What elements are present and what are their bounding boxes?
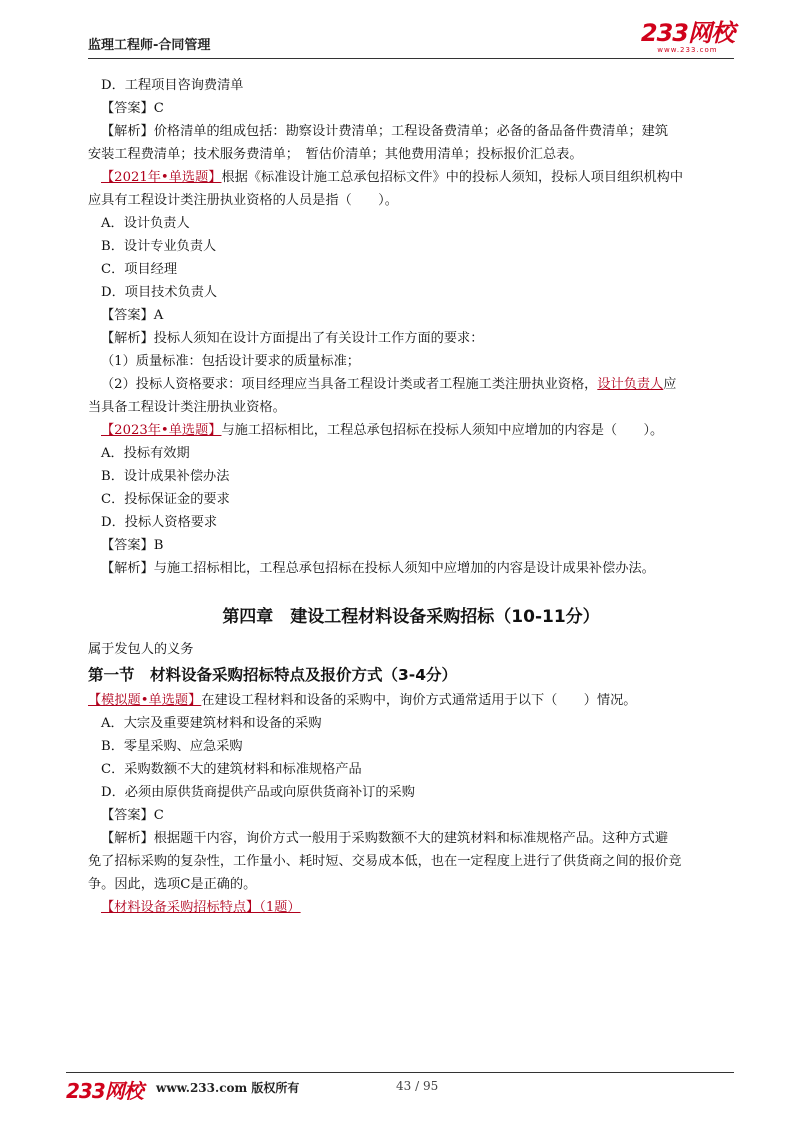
text-line xyxy=(88,97,734,120)
page-header-title: 监理工程师-合同管理 xyxy=(88,38,211,53)
text-span: 应 xyxy=(663,377,677,392)
text-span: 争。因此，选项C是正确的。 xyxy=(88,877,257,892)
text-span: D．投标人资格要求 xyxy=(101,515,218,530)
logo-url: www.233.com xyxy=(657,46,718,54)
text-span: 【答案】B xyxy=(101,538,164,553)
text-line xyxy=(88,166,734,189)
text-span: A．设计负责人 xyxy=(101,216,190,231)
text-line xyxy=(88,396,734,419)
text-line xyxy=(88,373,734,396)
text-span: B．设计成果补偿办法 xyxy=(101,469,230,484)
text-span: 【解析】根据题干内容，询价方式一般用于采购数额不大的建筑材料和标准规格产品。这种方式避 xyxy=(101,831,669,846)
text-span: 安装工程费清单；技术服务费清单； 暂估价清单；其他费用清单；投标报价汇总表。 xyxy=(88,147,583,162)
highlight-tag: 【2021年•单选题】 xyxy=(101,170,222,185)
text-line xyxy=(88,235,734,258)
text-span: D．工程项目咨询费清单 xyxy=(101,78,244,93)
text-span: A．大宗及重要建筑材料和设备的采购 xyxy=(101,716,322,731)
text-line xyxy=(88,511,734,534)
text-span: 第四章 建设工程材料设备采购招标（10-11分） xyxy=(222,607,600,627)
text-span: 【解析】与施工招标相比，工程总承包招标在投标人须知中应增加的内容是设计成果补偿办法。 xyxy=(101,561,655,576)
brand-logo[interactable] xyxy=(641,20,734,54)
text-span: （2）投标人资格要求：项目经理应当具备工程设计类或者工程施工类注册执业资格， xyxy=(101,377,598,392)
text-line xyxy=(88,758,734,781)
text-span: 属于发包人的义务 xyxy=(88,642,194,657)
text-span: 当具备工程设计类注册执业资格。 xyxy=(88,400,286,415)
footer-logo[interactable]: 233网校 xyxy=(66,1079,143,1103)
text-span: 【解析】投标人须知在设计方面提出了有关设计工作方面的要求： xyxy=(101,331,484,346)
text-span: D．项目技术负责人 xyxy=(101,285,218,300)
text-span: 【答案】A xyxy=(101,308,164,323)
text-span: 应具有工程设计类注册执业资格的人员是指（ ）。 xyxy=(88,193,398,208)
text-line xyxy=(88,143,734,166)
logo-text: 233网校 xyxy=(640,19,734,47)
text-line xyxy=(88,781,734,804)
text-line xyxy=(88,258,734,281)
text-line xyxy=(88,873,734,896)
highlight-tag: 【模拟题•单选题】 xyxy=(88,693,202,708)
text-span: B．设计专业负责人 xyxy=(101,239,217,254)
text-line xyxy=(88,557,734,580)
footer-copyright: www.233.com 版权所有 xyxy=(156,1081,300,1095)
text-line xyxy=(88,120,734,143)
text-line xyxy=(88,712,734,735)
chapter-heading xyxy=(88,602,734,632)
text-line xyxy=(88,304,734,327)
text-line xyxy=(88,74,734,97)
text-span: 免了招标采购的复杂性，工作量小、耗时短、交易成本低，也在一定程度上进行了供货商之间的报价竞 xyxy=(88,854,682,869)
text-line xyxy=(88,638,734,661)
text-span: （1）质量标准：包括设计要求的质量标准； xyxy=(101,354,360,369)
highlight-tag: 设计负责人 xyxy=(597,377,664,392)
text-span: C．项目经理 xyxy=(101,262,178,277)
text-line xyxy=(88,488,734,511)
text-line xyxy=(88,735,734,758)
text-span: 根据《标准设计施工总承包招标文件》中的投标人须知，投标人项目组织机构中 xyxy=(221,170,684,185)
text-span: D．必须由原供货商提供产品或向原供货商补订的采购 xyxy=(101,785,415,800)
text-line xyxy=(88,804,734,827)
text-line xyxy=(88,896,734,919)
page-number: 43 / 95 xyxy=(396,1079,439,1093)
text-span: A．投标有效期 xyxy=(101,446,190,461)
text-line xyxy=(88,327,734,350)
text-span: 与施工招标相比，工程总承包招标在投标人须知中应增加的内容是（ ）。 xyxy=(221,423,664,438)
text-line xyxy=(88,212,734,235)
text-line xyxy=(88,827,734,850)
text-line xyxy=(88,850,734,873)
text-line xyxy=(88,442,734,465)
text-span: C．投标保证金的要求 xyxy=(101,492,230,507)
highlight-tag: 【2023年•单选题】 xyxy=(101,423,222,438)
text-span: 【解析】价格清单的组成包括：勘察设计费清单；工程设备费清单；必备的备品备件费清单；建筑 xyxy=(101,124,669,139)
text-line xyxy=(88,189,734,212)
text-span: B．零星采购、应急采购 xyxy=(101,739,243,754)
footer-rule xyxy=(66,1072,734,1073)
text-line xyxy=(88,689,734,712)
page-footer xyxy=(66,1079,734,1103)
text-span: 【答案】C xyxy=(101,808,164,823)
text-line xyxy=(88,534,734,557)
text-line xyxy=(88,419,734,442)
text-line xyxy=(88,350,734,373)
text-span: 【答案】C xyxy=(101,101,164,116)
header-rule xyxy=(88,58,734,59)
text-line xyxy=(88,465,734,488)
spacer xyxy=(88,580,734,602)
section-heading xyxy=(88,661,734,689)
document-body xyxy=(88,74,734,919)
text-span: 第一节 材料设备采购招标特点及报价方式（3-4分） xyxy=(88,666,458,684)
highlight-tag: 【材料设备采购招标特点】（1题） xyxy=(101,900,301,915)
text-line xyxy=(88,281,734,304)
text-span: 在建设工程材料和设备的采购中，询价方式通常适用于以下（ ）情况。 xyxy=(201,693,637,708)
text-span: C．采购数额不大的建筑材料和标准规格产品 xyxy=(101,762,362,777)
